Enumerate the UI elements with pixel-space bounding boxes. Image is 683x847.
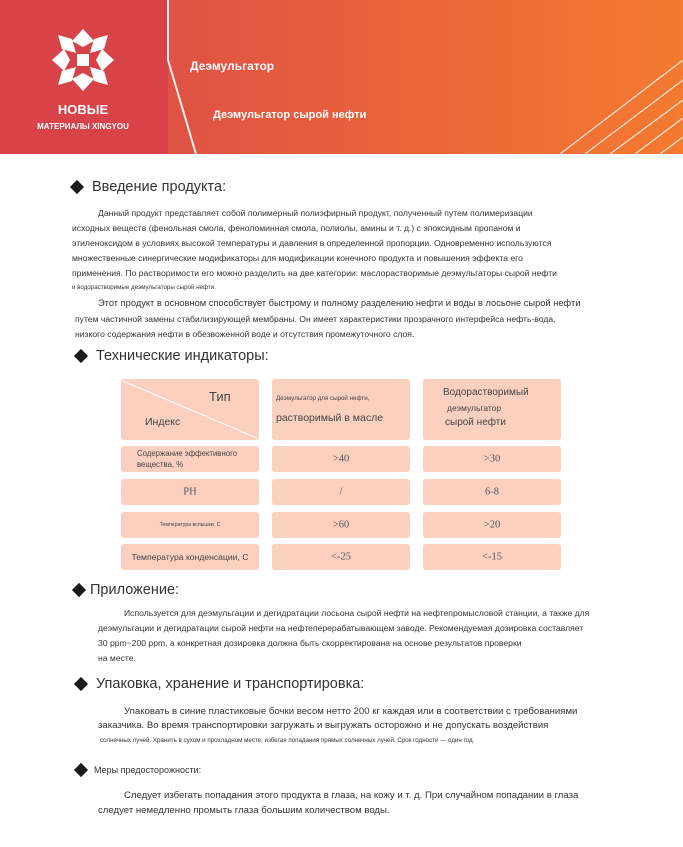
table-row-label <box>121 446 259 472</box>
diamond-bullet-icon <box>74 349 88 363</box>
cell-value: / <box>339 486 343 498</box>
table-cell <box>272 544 410 570</box>
column-header-oil-soluble <box>272 379 410 440</box>
diamond-bullet-icon <box>74 677 88 691</box>
table-row-label <box>121 512 259 538</box>
intro-line: применения. По растворимости его можно разделить на две категории: маслорастворимые деэмульгаторы сырой нефти <box>72 268 557 278</box>
cell-value: >30 <box>483 453 501 465</box>
row-label-line: Температура вспышки, C <box>159 522 221 528</box>
corner-type-label: Тип <box>209 389 231 404</box>
packaging-line: солнечных лучей. Хранить в сухом и прохладном месте, избегая попадания прямых солнечных лучей. Срок годности — один год. <box>100 737 475 744</box>
intro-heading-text: Введение продукта: <box>92 179 227 195</box>
intro-line: множественные синергические модификаторы для модификации конечного продукта и повышения эффекта его <box>72 253 523 263</box>
packaging-line: заказчика. Во время транспортировки загружать и выгружать осторожно и не допускать воздействия <box>98 720 549 731</box>
application-line: деэмульгации и дегидратации сырой нефти на нефтеперерабатывающем заводе. Рекомендуемая дозировка составляет <box>98 623 584 633</box>
table-corner-cell <box>121 379 259 440</box>
table-row-label <box>121 479 259 505</box>
packaging-heading-text: Упаковка, хранение и транспортировка: <box>96 676 365 692</box>
cell-value: 6-8 <box>485 486 499 498</box>
intro-line: этиленоксидом в условиях высокой температуры и давления в определенной пропорции. Одновременно используются <box>72 238 552 248</box>
precautions-line: следует немедленно промыть глаза большим количеством воды. <box>98 805 390 816</box>
brand-name-line1: НОВЫЕ <box>57 102 109 117</box>
header-title: Деэмульгатор <box>190 59 275 73</box>
packaging-line: Упаковать в синие пластиковые бочки весом нетто 200 кг каждая или в соответствии с требованиями <box>124 706 578 717</box>
diamond-bullet-icon <box>74 763 88 777</box>
precautions-line: Следует избегать попадания этого продукта в глаза, на кожу и т. д. При случайном попадании в глаза <box>124 790 579 801</box>
header-banner <box>0 0 683 154</box>
cell-value: <-15 <box>482 551 502 563</box>
application-line: Используется для деэмульгации и дегидратации лосьона сырой нефти на нефтепромысловой станции, а также для <box>124 608 590 618</box>
corner-diagonal <box>121 379 259 440</box>
cell-value: >40 <box>332 453 350 465</box>
indicators-heading <box>76 348 269 364</box>
column-header-line: сырой нефти <box>445 417 506 428</box>
row-label-line: Содержание эффективного <box>137 449 238 458</box>
table-cell <box>272 512 410 538</box>
column-header-line: растворимый в масле <box>276 412 384 424</box>
corner-index-label: Индекс <box>145 416 181 428</box>
application-line: 30 ppm~200 ppm, а конкретная дозировка должна быть скорректирована на основе результатов проверки <box>98 638 522 648</box>
brand-name-line2: МАТЕРИАЛЫ XINGYOU <box>37 122 129 131</box>
intro-line: исходных веществ (фенольная смола, феноломинная смола, полиолы, амины и т. д.) с эпоксидным пропаном и <box>72 223 521 233</box>
column-header-line: Водорастворимый <box>443 387 529 398</box>
intro-line: низкого содержания нефти в обезвоженной воде и отсутствия промежуточного слоя. <box>75 329 415 339</box>
column-header-line: Деэмульгатор для сырой нефти, <box>276 395 370 402</box>
diamond-bullet-icon <box>72 583 86 597</box>
cell-value: <-25 <box>331 551 351 563</box>
header-subtitle: Деэмульгатор сырой нефти <box>213 109 367 121</box>
row-label-line: Температура конденсации, C <box>131 552 249 562</box>
precautions-heading-text: Меры предосторожности: <box>94 765 202 775</box>
column-header-water-soluble <box>423 379 561 440</box>
table-cell <box>423 512 561 538</box>
table-cell <box>272 446 410 472</box>
intro-line: Данный продукт представляет собой полимерный полиэфирный продукт, полученный путем полимеризации <box>98 208 533 218</box>
table-cell <box>423 479 561 505</box>
cell-value: >20 <box>483 519 501 531</box>
precautions-heading <box>76 765 201 775</box>
xingyou-logo-icon <box>50 27 116 93</box>
row-label-line: вещества, % <box>137 460 184 469</box>
application-line: на месте. <box>98 653 136 663</box>
diamond-bullet-icon <box>70 180 84 194</box>
application-heading-text: Приложение: <box>90 582 180 598</box>
intro-line: Этот продукт в основном способствует быстрому и полному разделению нефти и воды в лосьоне сырой нефти <box>98 298 581 308</box>
row-label-line: PH <box>183 486 197 498</box>
table-cell <box>423 446 561 472</box>
table-cell <box>272 479 410 505</box>
intro-heading <box>72 179 226 195</box>
packaging-heading <box>76 676 364 692</box>
table-row-label <box>121 544 259 570</box>
intro-line: путем частичной замены стабилизирующей мембраны. Он имеет характеристики прозрачного интерфейса нефть-вода, <box>75 314 556 324</box>
intro-line: и водорастворимые деэмульгаторы сырой нефти. <box>72 284 216 291</box>
application-heading <box>74 582 179 598</box>
table-cell <box>423 544 561 570</box>
cell-value: >60 <box>332 519 350 531</box>
indicators-heading-text: Технические индикаторы: <box>96 348 269 364</box>
column-header-line: деэмульгатор <box>447 403 502 413</box>
